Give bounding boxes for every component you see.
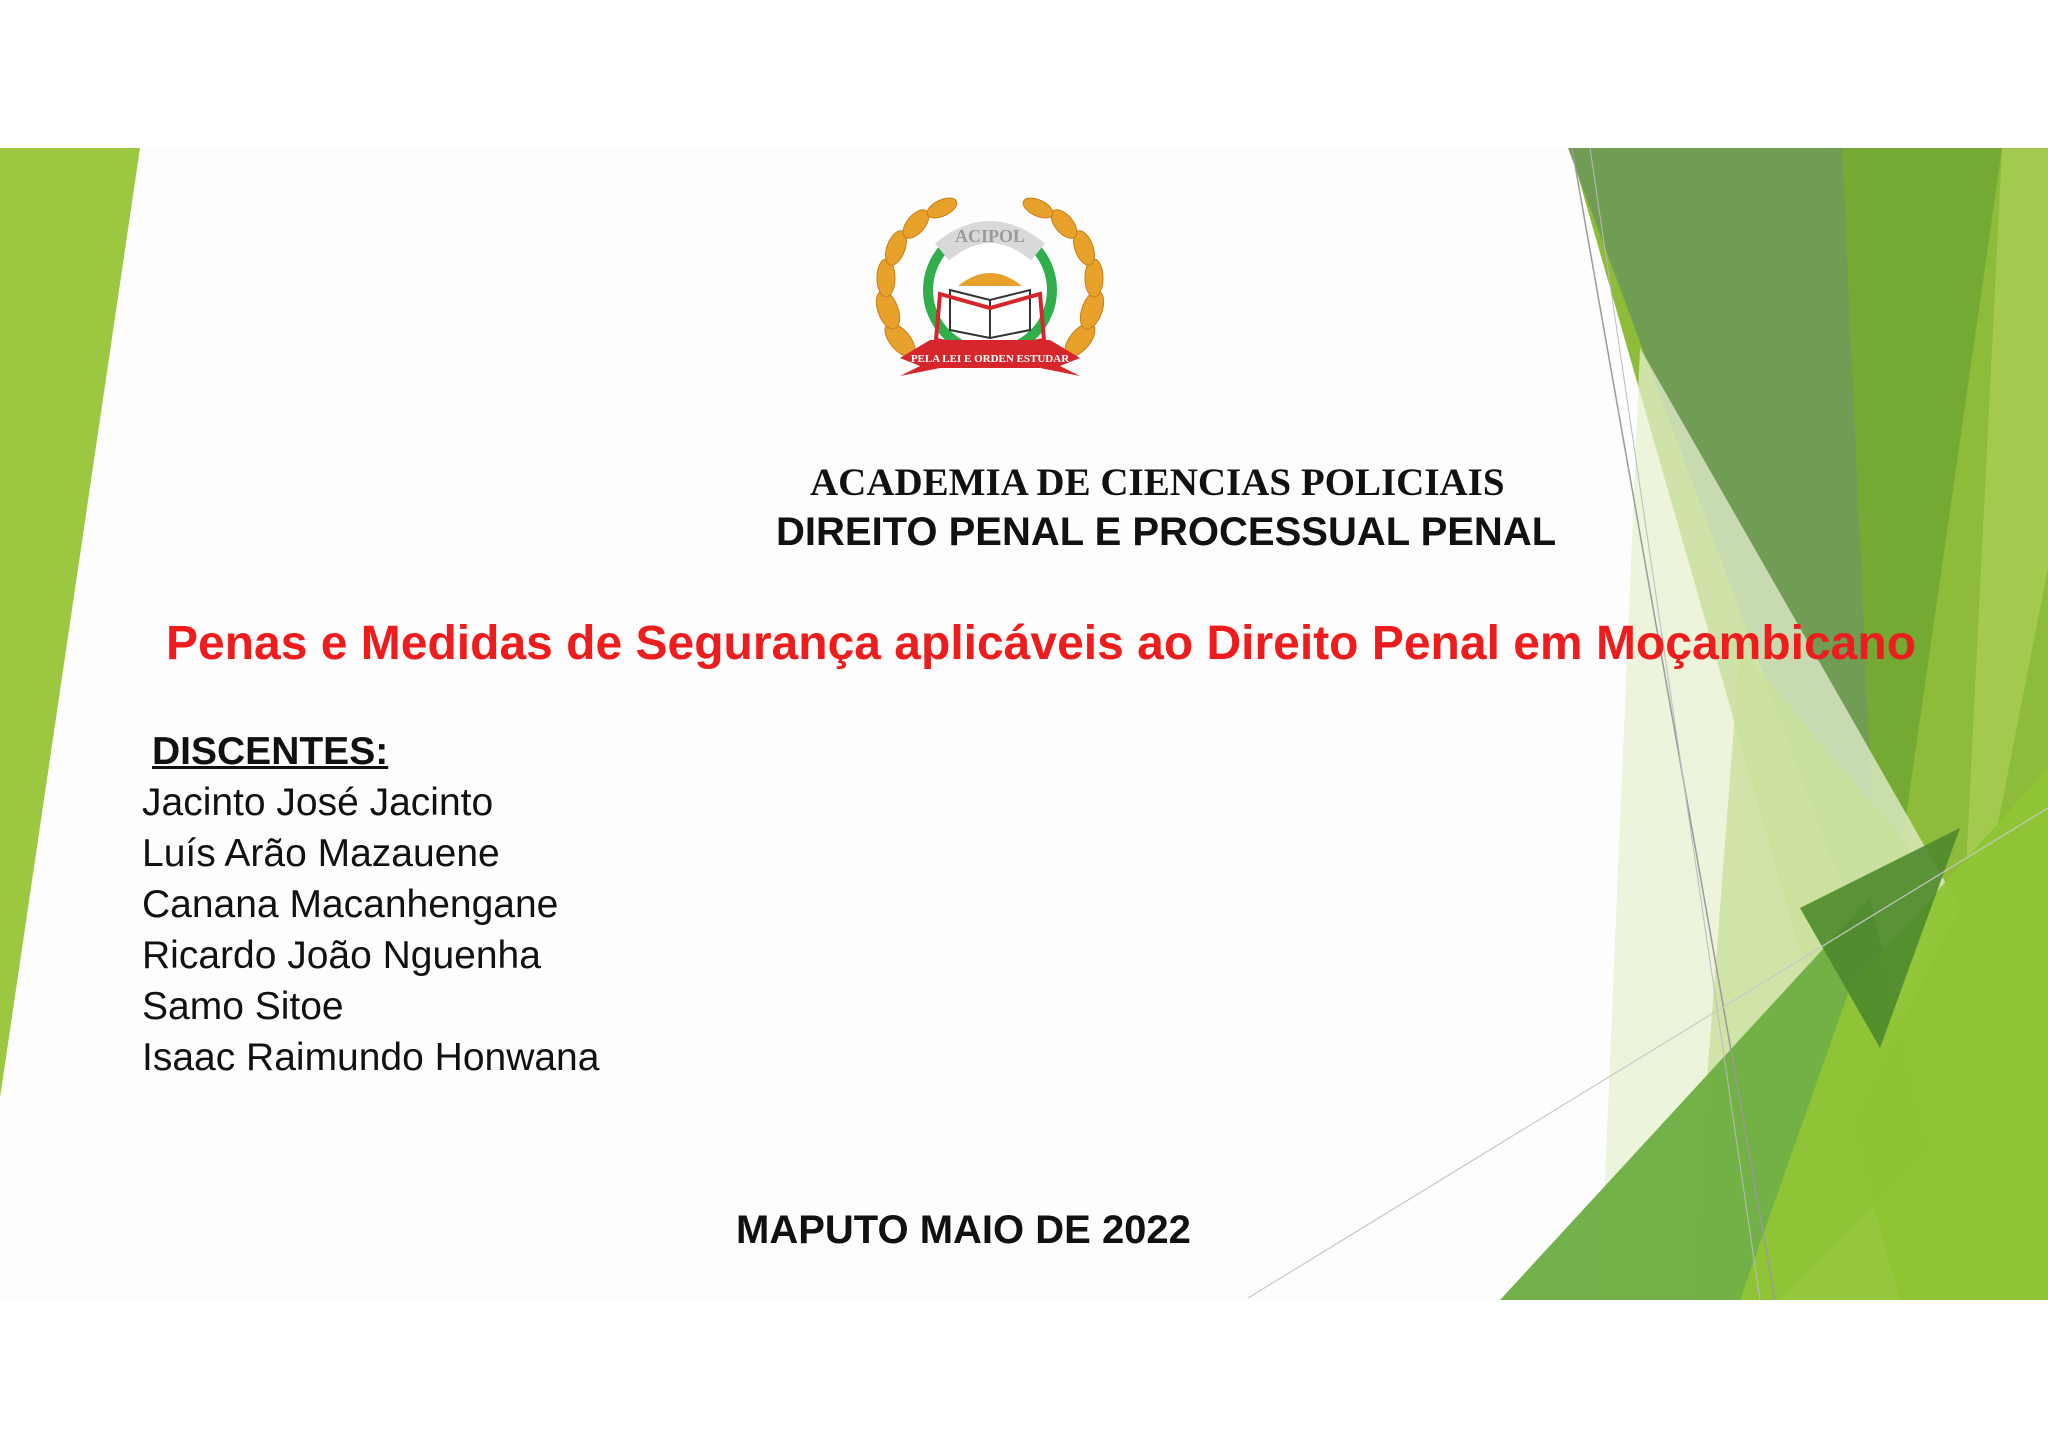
- students-heading: DISCENTES:: [152, 730, 389, 773]
- student-name: Canana Macanhengane: [142, 883, 559, 926]
- course-name: DIREITO PENAL E PROCESSUAL PENAL: [776, 510, 1557, 554]
- student-name: Luís Arão Mazauene: [142, 832, 500, 875]
- logo-top-text: ACIPOL: [954, 226, 1026, 246]
- student-name: Ricardo João Nguenha: [142, 934, 541, 977]
- student-name: Isaac Raimundo Honwana: [142, 1036, 600, 1079]
- student-name: Samo Sitoe: [142, 985, 344, 1028]
- slide-title: Penas e Medidas de Segurança aplicáveis ao Direito Penal em Moçambicano: [166, 617, 1917, 670]
- logo-ribbon-text: PELA LEI E ORDEN ESTUDAR: [910, 353, 1070, 365]
- place-date: MAPUTO MAIO DE 2022: [736, 1208, 1191, 1252]
- acipol-logo: [860, 190, 1120, 390]
- institution-name: ACADEMIA DE CIENCIAS POLICIAIS: [810, 461, 1505, 504]
- student-name: Jacinto José Jacinto: [142, 781, 494, 824]
- students-list: [142, 726, 599, 1083]
- slide: [0, 148, 2048, 1300]
